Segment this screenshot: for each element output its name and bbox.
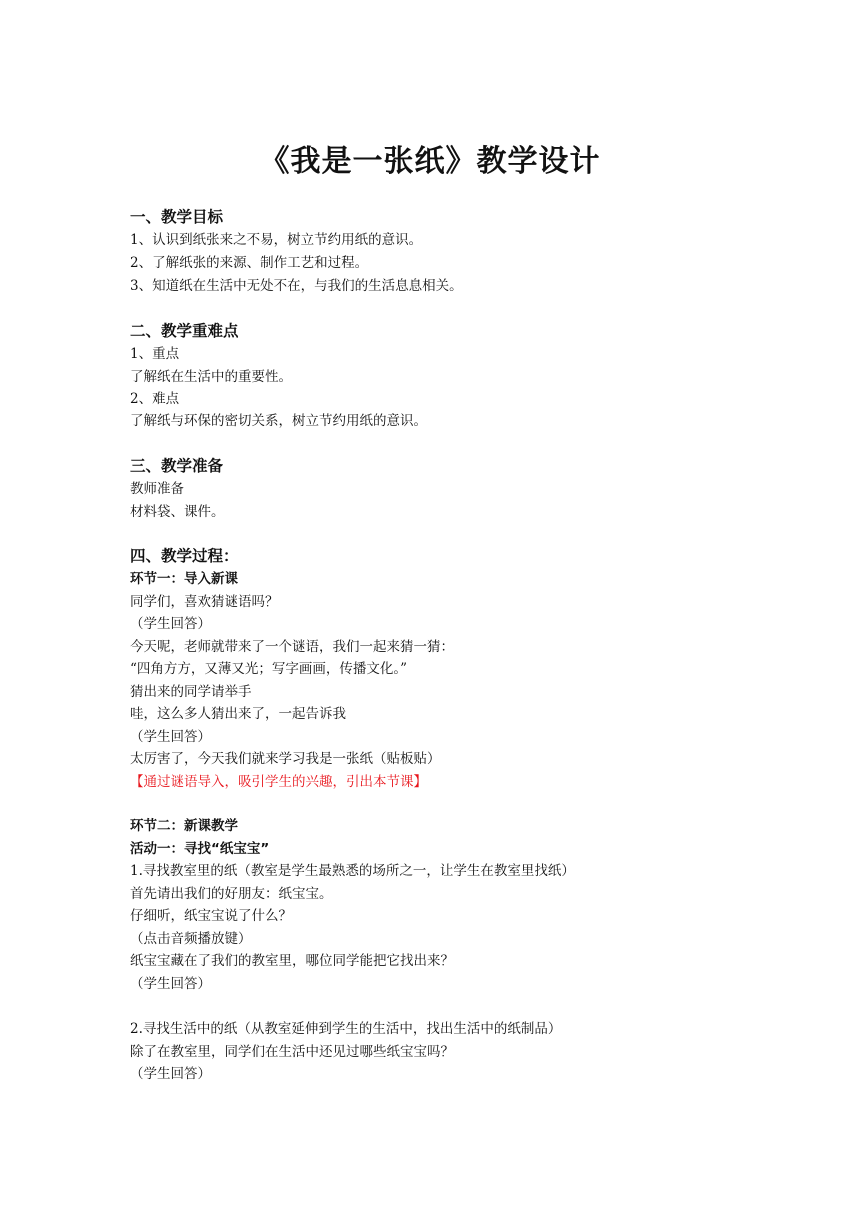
activity1-line: 首先请出我们的好朋友：纸宝宝。 — [130, 886, 333, 902]
section-heading-key-points: 二、教学重难点 — [130, 322, 239, 340]
section-heading-preparation: 三、教学准备 — [130, 457, 224, 475]
step1-line: 猜出来的同学请举手 — [130, 684, 252, 700]
objective-item: 1、认识到纸张来之不易，树立节约用纸的意识。 — [130, 232, 423, 248]
activity1-line: 仔细听，纸宝宝说了什么？ — [130, 908, 292, 924]
activity1-line: （点击音频播放键） — [130, 931, 252, 947]
document-title: 《我是一张纸》教学设计 — [259, 144, 601, 179]
activity1-part2-line: 2.寻找生活中的纸（从教室延伸到学生的生活中，找出生活中的纸制品） — [130, 1021, 562, 1037]
activity1-line: （学生回答） — [130, 976, 211, 992]
activity1-part2-line: （学生回答） — [130, 1066, 211, 1082]
activity1-heading: 活动一：寻找“纸宝宝” — [130, 841, 270, 857]
step2-heading: 环节二：新课教学 — [130, 818, 238, 834]
objective-item: 3、知道纸在生活中无处不在，与我们的生活息息相关。 — [130, 278, 463, 294]
activity1-line: 1.寻找教室里的纸（教室是学生最熟悉的场所之一，让学生在教室里找纸） — [130, 863, 575, 879]
activity1-line: 纸宝宝藏在了我们的教室里，哪位同学能把它找出来？ — [130, 953, 454, 969]
step1-line: “四角方方，又薄又光；写字画画，传播文化。” — [130, 661, 408, 677]
step1-design-note: 【通过谜语导入，吸引学生的兴趣，引出本节课】 — [130, 774, 427, 790]
step1-line: （学生回答） — [130, 729, 211, 745]
step1-line: （学生回答） — [130, 616, 211, 632]
objective-item: 2、了解纸张的来源、制作工艺和过程。 — [130, 255, 369, 271]
materials-text: 材料袋、课件。 — [130, 504, 225, 520]
step1-line: 哇，这么多人猜出来了，一起告诉我 — [130, 706, 346, 722]
difficult-point-text: 了解纸与环保的密切关系，树立节约用纸的意识。 — [130, 413, 427, 429]
step1-line: 今天呢，老师就带来了一个谜语，我们一起来猜一猜： — [130, 639, 454, 655]
step1-heading: 环节一：导入新课 — [130, 571, 238, 587]
step1-line: 同学们，喜欢猜谜语吗？ — [130, 594, 279, 610]
difficult-point-label: 2、难点 — [130, 391, 180, 407]
key-point-text: 了解纸在生活中的重要性。 — [130, 369, 292, 385]
section-heading-objectives: 一、教学目标 — [130, 208, 224, 226]
teacher-preparation: 教师准备 — [130, 481, 184, 497]
step1-line: 太厉害了，今天我们就来学习我是一张纸（贴板贴） — [130, 751, 441, 767]
section-heading-process: 四、教学过程： — [130, 547, 239, 565]
activity1-part2-line: 除了在教室里，同学们在生活中还见过哪些纸宝宝吗？ — [130, 1044, 454, 1060]
key-point-label: 1、重点 — [130, 346, 180, 362]
